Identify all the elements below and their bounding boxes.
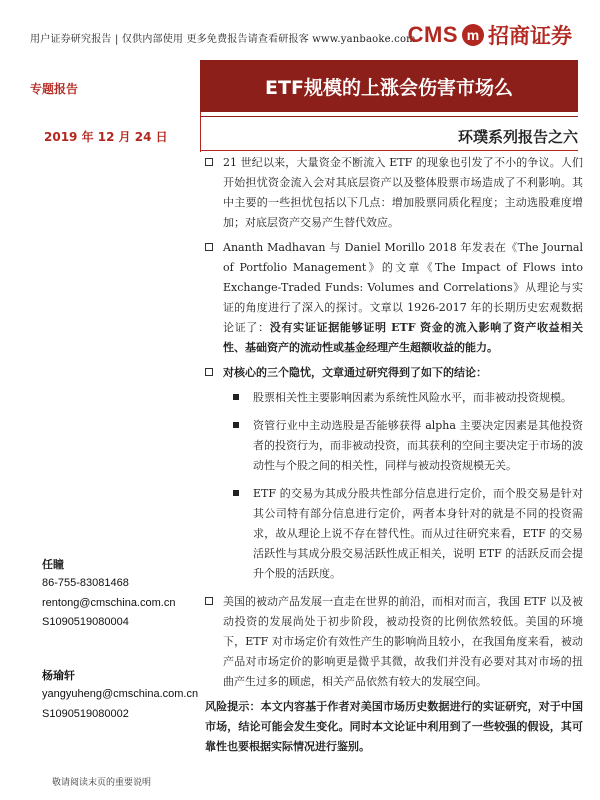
paragraph-text: 21 世纪以来，大量资金不断流入 ETF 的现象也引发了不小的争议。人们开始担忧资金流入会对其底层资产以及整体股票市场造成了不利影响。其中主要的一些担忧包括以下几点：增加股票同质化程度；主动选股难度增加；对底层资产交易产生替代效应。 bbox=[223, 156, 583, 230]
paragraph-text: 美国的被动产品发展一直走在世界的前沿，而相对而言，我国 ETF 以及被动投资的发展尚处于初步阶段，被动投资的比例依然较低。美国的环境下，ETF 对市场定价有效性产生的影响尚且较小，在我国角度来看，被动产品对市场定价的影响更是微乎其微，故我们并没有必要对其对市场的扭曲产生过多的顾虑，相关产品依然有较大的发展空间。 bbox=[223, 595, 583, 689]
bullet-paragraph bbox=[205, 592, 583, 692]
hollow-square-bullet-icon bbox=[205, 368, 213, 376]
analyst-email[interactable]: yangyuheng@cmschina.com.cn bbox=[42, 688, 199, 701]
top-disclaimer: 用户证券研究报告 | 仅供内部使用 更多免费报告请查看研报客 www.yanbaoke.com bbox=[30, 34, 416, 45]
hollow-square-bullet-icon bbox=[205, 158, 213, 166]
report-body bbox=[205, 153, 583, 757]
report-series: 环璞系列报告之六 bbox=[457, 128, 578, 146]
bullet-paragraph bbox=[205, 363, 583, 383]
logo-cn-text: 招商证券 bbox=[488, 23, 572, 48]
title-divider bbox=[200, 116, 578, 117]
sub-bullet-text: ETF 的交易为其成分股共性部分信息进行定价，而个股交易是针对其公司特有部分信息进行定价，两者本身针对的就是不同的投资需求，故从理论上说不存在替代性。而从过往研究来看，ETF 的交易活跃性与其成分股交易活跃性成正相关，说明 ETF 的活跃反而会提升个股的活跃度。 bbox=[253, 487, 583, 581]
risk-warning: 风险提示：本文内容基于作者对美国市场历史数据进行的实证研究，对于中国市场，结论可能会发生变化。同时本文论证中利用到了一些较强的假设，其可靠性也要根据实际情况进行鉴别。 bbox=[205, 700, 583, 754]
analyst-name: 任瞳 bbox=[42, 558, 64, 571]
bullet-paragraph bbox=[205, 238, 583, 358]
filled-square-bullet-icon bbox=[233, 394, 239, 400]
paragraph-text: Ananth Madhavan 与 Daniel Morillo 2018 年发表在《The Journal of Portfolio Management》的文章《The Impact of Flows into Exchange-Traded Funds: Volumes and Correlations》从理论与实证的角度进行了深入的探讨。文章以 1926-2017 年的长期历史宏观数据论证了： bbox=[223, 241, 583, 335]
filled-square-bullet-icon bbox=[233, 490, 239, 496]
analyst-phone: 86-755-83081468 bbox=[42, 577, 129, 590]
footer-note: 敬请阅读末页的重要说明 bbox=[52, 778, 152, 788]
report-category: 专题报告 bbox=[30, 82, 79, 96]
sub-bullet-text: 资管行业中主动选股是否能够获得 alpha 主要决定因素是其他投资者的投资行为，而非被动投资，而其获利的空间主要决定于市场的波动性与个股之间的相关性，同样与被动投资规模无关。 bbox=[253, 419, 583, 473]
vertical-divider bbox=[200, 112, 201, 152]
analyst-email[interactable]: rentong@cmschina.com.cn bbox=[42, 596, 176, 609]
header-divider bbox=[200, 150, 578, 151]
filled-square-bullet-icon bbox=[233, 422, 239, 428]
analyst-contacts bbox=[42, 555, 202, 724]
sub-bullet bbox=[205, 484, 583, 584]
analyst-license: S1090519080002 bbox=[42, 707, 129, 720]
sub-bullet-text: 股票相关性主要影响因素为系统性风险水平，而非被动投资规模。 bbox=[253, 391, 572, 405]
cms-logo bbox=[408, 20, 572, 50]
analyst-name: 杨瑜轩 bbox=[42, 669, 75, 682]
logo-cms-text: CMS bbox=[407, 22, 458, 47]
paragraph-bold-text: 没有实证证据能够证明 ETF 资金的流入影响了资产收益相关性、基础资产的流动性或基金经理产生超额收益的能力。 bbox=[223, 321, 584, 355]
hollow-square-bullet-icon bbox=[205, 243, 213, 251]
bullet-paragraph bbox=[205, 153, 583, 233]
analyst-license: S1090519080004 bbox=[42, 615, 129, 628]
paragraph-text: 对核心的三个隐忧，文章通过研究得到了如下的结论： bbox=[223, 366, 487, 380]
logo-emblem-icon: m bbox=[462, 24, 484, 46]
hollow-square-bullet-icon bbox=[205, 597, 213, 605]
report-title: ETF规模的上涨会伤害市场么 bbox=[200, 60, 578, 112]
sub-bullet bbox=[205, 416, 583, 476]
report-date: 2019 年 12 月 24 日 bbox=[44, 130, 168, 144]
sub-bullet bbox=[205, 388, 583, 408]
